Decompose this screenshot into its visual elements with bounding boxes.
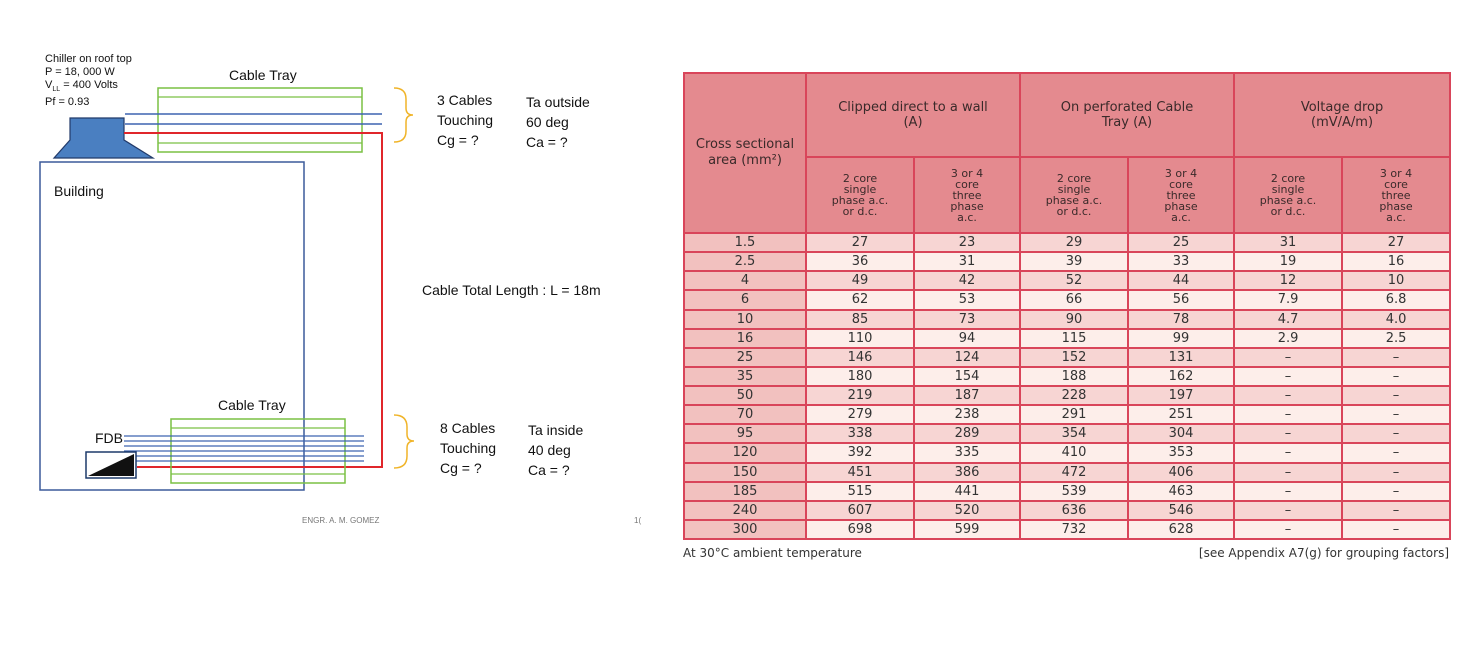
table-row bbox=[684, 271, 1450, 290]
table-row bbox=[684, 520, 1450, 539]
table-row bbox=[684, 482, 1450, 501]
top-cables-count: 3 Cables bbox=[437, 92, 493, 108]
table-row bbox=[684, 252, 1450, 271]
table-row bbox=[684, 367, 1450, 386]
bottom-group-info bbox=[440, 418, 496, 478]
subheader-single: 2 core single phase a.c. or d.c. bbox=[1020, 157, 1128, 233]
table-cell: 27 bbox=[806, 233, 914, 252]
table-cell: – bbox=[1342, 520, 1450, 539]
table-cell: 39 bbox=[1020, 252, 1128, 271]
cell-cross-section: 240 bbox=[684, 501, 806, 520]
table-cell: 599 bbox=[914, 520, 1020, 539]
cell-cross-section: 95 bbox=[684, 424, 806, 443]
table-row bbox=[684, 233, 1450, 252]
table-cell: 85 bbox=[806, 310, 914, 329]
cell-cross-section: 300 bbox=[684, 520, 806, 539]
table-cell: 44 bbox=[1128, 271, 1234, 290]
top-ca: Ca = ? bbox=[526, 134, 568, 150]
table-cell: 539 bbox=[1020, 482, 1128, 501]
table-cell: 698 bbox=[806, 520, 914, 539]
cell-cross-section: 4 bbox=[684, 271, 806, 290]
table-cell: 78 bbox=[1128, 310, 1234, 329]
table-cell: 338 bbox=[806, 424, 914, 443]
table-cell: – bbox=[1342, 367, 1450, 386]
cell-cross-section: 70 bbox=[684, 405, 806, 424]
table-cell: 27 bbox=[1342, 233, 1450, 252]
table-cell: 94 bbox=[914, 329, 1020, 348]
table-cell: 99 bbox=[1128, 329, 1234, 348]
table-cell: 23 bbox=[914, 233, 1020, 252]
brace-top bbox=[394, 88, 413, 142]
table-cell: 636 bbox=[1020, 501, 1128, 520]
chiller-info bbox=[45, 53, 132, 109]
table-cell: – bbox=[1342, 386, 1450, 405]
table-cell: 131 bbox=[1128, 348, 1234, 367]
footer-author: ENGR. A. M. GOMEZ bbox=[302, 516, 380, 525]
table-cell: – bbox=[1342, 501, 1450, 520]
cell-cross-section: 1.5 bbox=[684, 233, 806, 252]
table-row bbox=[684, 501, 1450, 520]
bottom-ca: Ca = ? bbox=[528, 462, 570, 478]
table-cell: 197 bbox=[1128, 386, 1234, 405]
table-cell: 115 bbox=[1020, 329, 1128, 348]
table-cell: – bbox=[1342, 348, 1450, 367]
building-label: Building bbox=[54, 183, 104, 199]
table-row bbox=[684, 290, 1450, 309]
table-cell: 406 bbox=[1128, 463, 1234, 482]
footnote-appendix: [see Appendix A7(g) for grouping factors] bbox=[1198, 546, 1449, 560]
table-row bbox=[684, 386, 1450, 405]
voltage-value: = 400 Volts bbox=[60, 79, 118, 91]
table-cell: 628 bbox=[1128, 520, 1234, 539]
table-cell: 90 bbox=[1020, 310, 1128, 329]
table-cell: 152 bbox=[1020, 348, 1128, 367]
chiller-voltage bbox=[45, 79, 132, 96]
table-cell: 52 bbox=[1020, 271, 1128, 290]
bottom-cables-touching: Touching bbox=[440, 440, 497, 456]
table-cell: 732 bbox=[1020, 520, 1128, 539]
table-cell: 110 bbox=[806, 329, 914, 348]
table-cell: – bbox=[1234, 424, 1342, 443]
table-cell: 392 bbox=[806, 443, 914, 462]
table-body bbox=[684, 233, 1450, 539]
table-cell: 463 bbox=[1128, 482, 1234, 501]
table-cell: – bbox=[1234, 501, 1342, 520]
table-cell: 353 bbox=[1128, 443, 1234, 462]
table-cell: 607 bbox=[806, 501, 914, 520]
footnote-ambient: At 30°C ambient temperature bbox=[683, 546, 862, 560]
table-cell: 2.9 bbox=[1234, 329, 1342, 348]
table-cell: 515 bbox=[806, 482, 914, 501]
table-cell: 451 bbox=[806, 463, 914, 482]
table-cell: – bbox=[1342, 443, 1450, 462]
table-cell: 49 bbox=[806, 271, 914, 290]
cell-cross-section: 25 bbox=[684, 348, 806, 367]
header-cross-section: Cross sectional area (mm²) bbox=[684, 73, 806, 233]
table-cell: 188 bbox=[1020, 367, 1128, 386]
table-cell: 386 bbox=[914, 463, 1020, 482]
cable-tray-top-label: Cable Tray bbox=[229, 67, 297, 83]
chiller-pf: Pf = 0.93 bbox=[45, 96, 90, 109]
table-cell: 162 bbox=[1128, 367, 1234, 386]
table-cell: 472 bbox=[1020, 463, 1128, 482]
table-cell: 56 bbox=[1128, 290, 1234, 309]
top-temp: 60 deg bbox=[526, 114, 569, 130]
table-cell: – bbox=[1234, 463, 1342, 482]
cell-cross-section: 35 bbox=[684, 367, 806, 386]
bottom-ta: Ta inside bbox=[528, 422, 584, 438]
table-cell: – bbox=[1234, 482, 1342, 501]
chiller-power: P = 18, 000 W bbox=[45, 66, 115, 78]
table-cell: 154 bbox=[914, 367, 1020, 386]
table-cell: 289 bbox=[914, 424, 1020, 443]
top-cg: Cg = ? bbox=[437, 132, 479, 148]
top-ta: Ta outside bbox=[526, 94, 590, 110]
table-row bbox=[684, 405, 1450, 424]
table-cell: 25 bbox=[1128, 233, 1234, 252]
table-cell: 10 bbox=[1342, 271, 1450, 290]
table-cell: – bbox=[1234, 367, 1342, 386]
table-cell: – bbox=[1234, 443, 1342, 462]
cell-cross-section: 2.5 bbox=[684, 252, 806, 271]
table-cell: 4.7 bbox=[1234, 310, 1342, 329]
table-cell: – bbox=[1234, 348, 1342, 367]
cell-cross-section: 150 bbox=[684, 463, 806, 482]
table-cell: 219 bbox=[806, 386, 914, 405]
header-clipped: Clipped direct to a wall (A) bbox=[806, 73, 1020, 157]
page-number: 1( bbox=[634, 516, 642, 525]
table-cell: 36 bbox=[806, 252, 914, 271]
table-cell: 354 bbox=[1020, 424, 1128, 443]
table-cell: 29 bbox=[1020, 233, 1128, 252]
table-cell: 19 bbox=[1234, 252, 1342, 271]
brace-bottom bbox=[394, 415, 414, 468]
table-cell: 520 bbox=[914, 501, 1020, 520]
table-cell: 4.0 bbox=[1342, 310, 1450, 329]
bottom-cables-count: 8 Cables bbox=[440, 420, 496, 436]
cell-cross-section: 10 bbox=[684, 310, 806, 329]
table-cell: 187 bbox=[914, 386, 1020, 405]
table-cell: – bbox=[1234, 386, 1342, 405]
table-cell: 180 bbox=[806, 367, 914, 386]
cell-cross-section: 6 bbox=[684, 290, 806, 309]
table-cell: 66 bbox=[1020, 290, 1128, 309]
table-cell: 251 bbox=[1128, 405, 1234, 424]
subheader-three: 3 or 4 core three phase a.c. bbox=[1128, 157, 1234, 233]
table-cell: 2.5 bbox=[1342, 329, 1450, 348]
cell-cross-section: 16 bbox=[684, 329, 806, 348]
table-cell: – bbox=[1342, 424, 1450, 443]
table-cell: 228 bbox=[1020, 386, 1128, 405]
table-cell: 42 bbox=[914, 271, 1020, 290]
table-cell: 31 bbox=[914, 252, 1020, 271]
table-cell: 62 bbox=[806, 290, 914, 309]
table-cell: 6.8 bbox=[1342, 290, 1450, 309]
table-cell: 7.9 bbox=[1234, 290, 1342, 309]
table-cell: 335 bbox=[914, 443, 1020, 462]
voltage-subscript: LL bbox=[52, 86, 61, 94]
bottom-temp: 40 deg bbox=[528, 442, 571, 458]
table-row bbox=[684, 329, 1450, 348]
current-rating-table bbox=[683, 72, 1451, 540]
table-cell: – bbox=[1234, 405, 1342, 424]
bottom-ambient-info bbox=[528, 420, 583, 480]
table-cell: 33 bbox=[1128, 252, 1234, 271]
cable-length-label: Cable Total Length : L = 18m bbox=[422, 282, 601, 298]
table-cell: 73 bbox=[914, 310, 1020, 329]
table-cell: 238 bbox=[914, 405, 1020, 424]
table-cell: 304 bbox=[1128, 424, 1234, 443]
cell-cross-section: 50 bbox=[684, 386, 806, 405]
bottom-cg: Cg = ? bbox=[440, 460, 482, 476]
table-cell: 441 bbox=[914, 482, 1020, 501]
table-cell: 53 bbox=[914, 290, 1020, 309]
voltage-prefix: V bbox=[45, 79, 53, 91]
table-cell: – bbox=[1342, 482, 1450, 501]
table-cell: 291 bbox=[1020, 405, 1128, 424]
top-group-info bbox=[437, 90, 493, 150]
subheader-single: 2 core single phase a.c. or d.c. bbox=[1234, 157, 1342, 233]
top-ambient-info bbox=[526, 92, 590, 152]
table-cell: 546 bbox=[1128, 501, 1234, 520]
table-row bbox=[684, 310, 1450, 329]
chiller-title: Chiller on roof top bbox=[45, 53, 132, 65]
table-cell: 16 bbox=[1342, 252, 1450, 271]
table-cell: 124 bbox=[914, 348, 1020, 367]
top-cables-touching: Touching bbox=[437, 112, 494, 128]
feeder-cable-red bbox=[124, 133, 382, 467]
table-row bbox=[684, 424, 1450, 443]
fdb-label: FDB bbox=[95, 430, 123, 446]
header-voltage-drop: Voltage drop (mV/A/m) bbox=[1234, 73, 1450, 157]
subheader-three: 3 or 4 core three phase a.c. bbox=[1342, 157, 1450, 233]
table-cell: 410 bbox=[1020, 443, 1128, 462]
table-row bbox=[684, 443, 1450, 462]
table-cell: 12 bbox=[1234, 271, 1342, 290]
table-cell: – bbox=[1342, 463, 1450, 482]
subheader-single: 2 core single phase a.c. or d.c. bbox=[806, 157, 914, 233]
table-row bbox=[684, 463, 1450, 482]
cell-cross-section: 185 bbox=[684, 482, 806, 501]
subheader-three: 3 or 4 core three phase a.c. bbox=[914, 157, 1020, 233]
table-cell: – bbox=[1234, 520, 1342, 539]
table-cell: 279 bbox=[806, 405, 914, 424]
table-cell: 146 bbox=[806, 348, 914, 367]
table-row bbox=[684, 348, 1450, 367]
cell-cross-section: 120 bbox=[684, 443, 806, 462]
table-cell: 31 bbox=[1234, 233, 1342, 252]
header-perforated: On perforated Cable Tray (A) bbox=[1020, 73, 1234, 157]
table-cell: – bbox=[1342, 405, 1450, 424]
cable-tray-bottom-label: Cable Tray bbox=[218, 397, 286, 413]
